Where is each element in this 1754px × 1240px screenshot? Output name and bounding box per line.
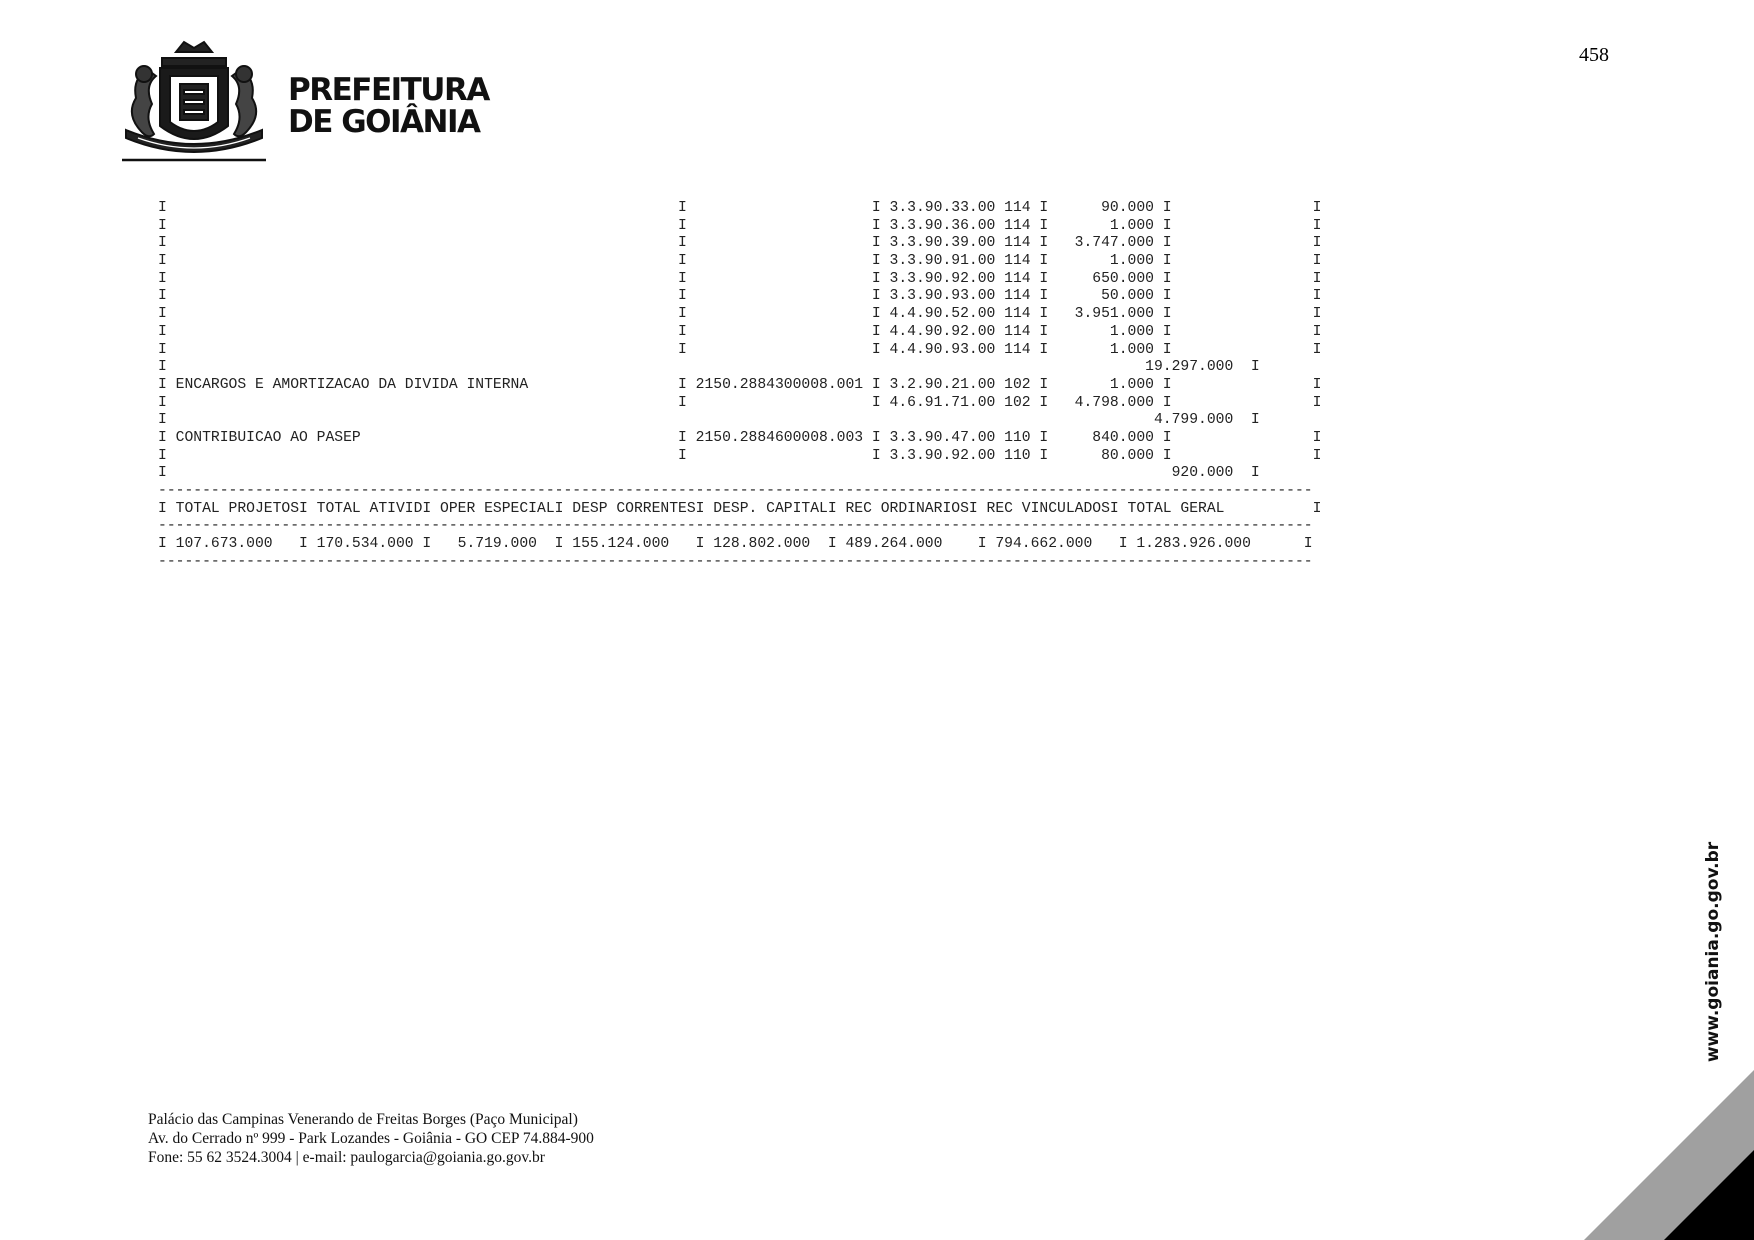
report-line: I I I 3.3.90.92.00 110 I 80.000 I I [158, 447, 1322, 464]
subtotal-line: I 4.799.000 I [158, 412, 1260, 429]
corner-triangle-decoration [1584, 1070, 1754, 1240]
totals-values-line: I 107.673.000 I 170.534.000 I 5.719.000 I 155.124.000 I 128.802.000 I 489.264.000 I 794.662.000 I 1.283.926.000 I [158, 536, 1313, 553]
report-line: I I I 3.3.90.36.00 114 I 1.000 I I [158, 217, 1322, 234]
totals-header-line: I TOTAL PROJETOSI TOTAL ATIVIDI OPER ESPECIALI DESP CORRENTESI DESP. CAPITALI REC ORDINARIOSI REC VINCULADOSI TOTAL GERAL I [158, 500, 1322, 517]
report-line: I I I 4.6.91.71.00 102 I 4.798.000 I I [158, 394, 1322, 411]
report-line: I I I 3.3.90.33.00 114 I 90.000 I I [158, 200, 1322, 216]
report-line: I I I 4.4.90.92.00 114 I 1.000 I I [158, 323, 1322, 340]
footer-line-1: Palácio das Campinas Venerando de Freitas Borges (Paço Municipal) [148, 1111, 578, 1128]
divider-line: ----------------------------------------------------------------------------------------------------------------------------------- [158, 483, 1313, 499]
brand-line-2: DE GOIÂNIA [288, 104, 480, 140]
subtotal-line: I 920.000 I [158, 465, 1260, 482]
side-website-url: www.goiania.go.gov.br [1703, 841, 1723, 1063]
footer-line-2: Av. do Cerrado nº 999 - Park Lozandes - Goiânia - GO CEP 74.884-900 [148, 1130, 594, 1147]
page-number: 458 [1579, 44, 1609, 66]
coat-of-arms-icon [118, 34, 270, 164]
footer-address [148, 1110, 594, 1167]
subtotal-line: I 19.297.000 I [158, 359, 1260, 376]
budget-report [158, 200, 1321, 571]
report-line: I I I 4.4.90.93.00 114 I 1.000 I I [158, 341, 1322, 358]
report-line: I I I 3.3.90.91.00 114 I 1.000 I I [158, 253, 1322, 270]
report-line: I ENCARGOS E AMORTIZACAO DA DIVIDA INTERNA I 2150.2884300008.001 I 3.2.90.21.00 102 I 1.000 I I [158, 376, 1322, 393]
report-line: I I I 4.4.90.52.00 114 I 3.951.000 I I [158, 306, 1322, 323]
footer-line-3: Fone: 55 62 3524.3004 | e-mail: paulogarcia@goiania.go.gov.br [148, 1149, 545, 1166]
report-line: I I I 3.3.90.92.00 114 I 650.000 I I [158, 270, 1322, 287]
divider-line: ----------------------------------------------------------------------------------------------------------------------------------- [158, 518, 1313, 535]
brand-line-1: PREFEITURA [288, 72, 489, 108]
report-line: I I I 3.3.90.39.00 114 I 3.747.000 I I [158, 235, 1322, 252]
brand-name [288, 74, 489, 138]
report-line: I I I 3.3.90.93.00 114 I 50.000 I I [158, 288, 1322, 305]
report-line: I CONTRIBUICAO AO PASEP I 2150.2884600008.003 I 3.3.90.47.00 110 I 840.000 I I [158, 429, 1322, 446]
divider-line: ----------------------------------------------------------------------------------------------------------------------------------- [158, 553, 1313, 570]
